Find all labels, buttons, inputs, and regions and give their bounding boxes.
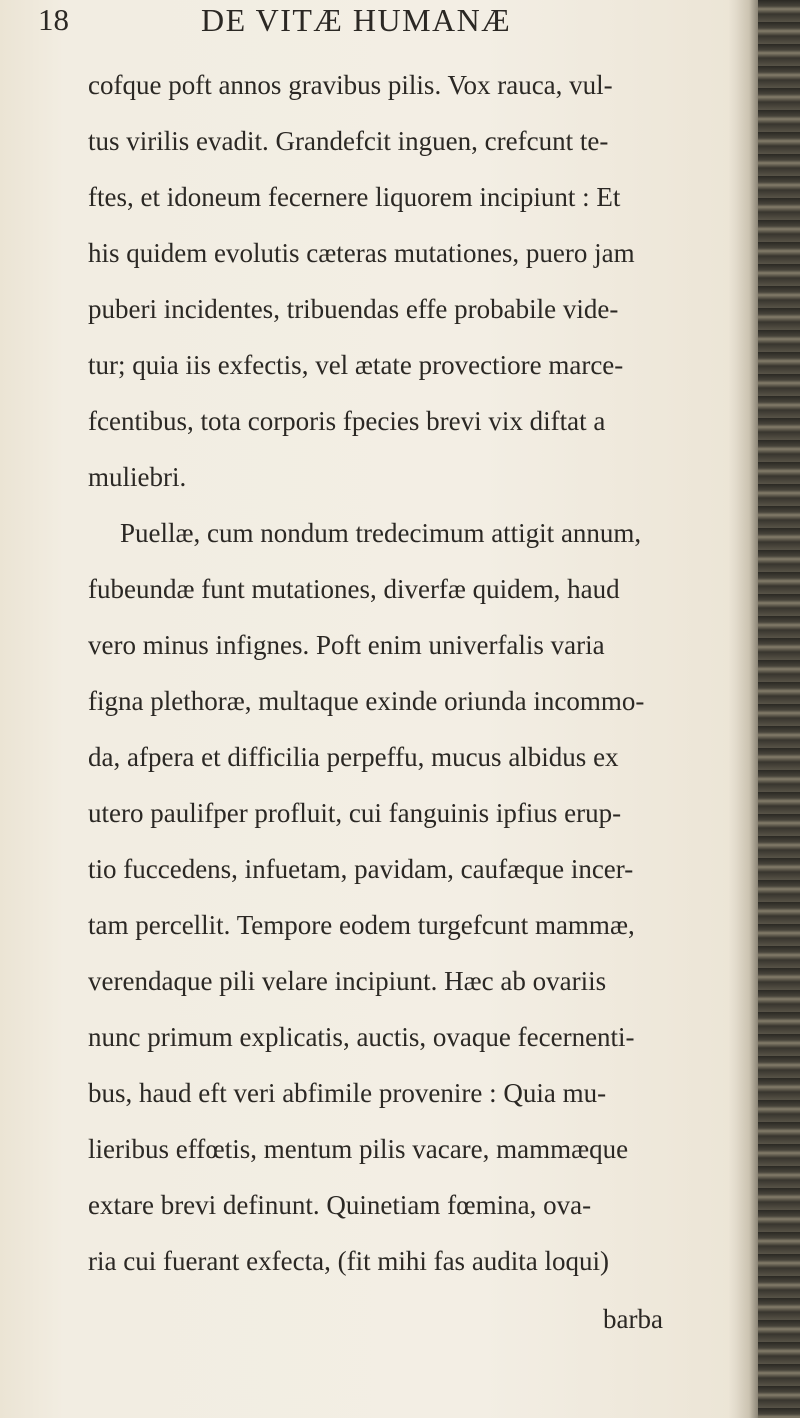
text-line: ria cui fuerant exfecta, (fit mihi fas audita loqui) <box>88 1246 610 1276</box>
text-line: fubeundæ funt mutationes, diverfæ quidem, haud <box>88 574 620 604</box>
text-line: tur; quia iis exfectis, vel ætate provectiore marce- <box>88 350 624 380</box>
catchword: barba <box>603 1304 663 1334</box>
running-head: DE VITÆ HUMANÆ <box>201 2 512 38</box>
text-line: his quidem evolutis cæteras mutationes, puero jam <box>88 238 635 268</box>
page-edge-binding <box>758 0 800 1418</box>
text-line: vero minus infignes. Poft enim univerfalis varia <box>88 630 605 660</box>
page-header <box>38 0 738 44</box>
text-line: fcentibus, tota corporis fpecies brevi vix diftat a <box>88 406 606 436</box>
text-line: puberi incidentes, tribuendas effe probabile vide- <box>88 294 619 324</box>
text-line: tus virilis evadit. Grandefcit inguen, crefcunt te- <box>88 126 609 156</box>
text-line: utero paulifper profluit, cui fanguinis ipfius erup- <box>88 798 622 828</box>
text-line: extare brevi definunt. Quinetiam fœmina, ova- <box>88 1190 592 1220</box>
text-line: bus, haud eft veri abfimile provenire : Quia mu- <box>88 1078 607 1108</box>
text-line: nunc primum explicatis, auctis, ovaque fecernenti- <box>88 1022 635 1052</box>
paragraph-start-line: Puellæ, cum nondum tredecimum attigit annum, <box>120 518 642 548</box>
page-number: 18 <box>38 2 69 37</box>
text-line: tam percellit. Tempore eodem turgefcunt mammæ, <box>88 910 635 940</box>
text-line: tio fuccedens, infuetam, pavidam, caufæque incer- <box>88 854 634 884</box>
text-line: lieribus effœtis, mentum pilis vacare, mammæque <box>88 1134 629 1164</box>
text-line: verendaque pili velare incipiunt. Hæc ab ovariis <box>88 966 607 996</box>
text-line: cofque poft annos gravibus pilis. Vox rauca, vul- <box>88 70 613 100</box>
text-line: muliebri. <box>88 462 187 492</box>
binding-shadow <box>728 0 758 1418</box>
text-line: figna plethoræ, multaque exinde oriunda incommo- <box>88 686 645 716</box>
text-line: da, afpera et difficilia perpeffu, mucus albidus ex <box>88 742 619 772</box>
text-line: ftes, et idoneum fecernere liquorem incipiunt : Et <box>88 182 621 212</box>
